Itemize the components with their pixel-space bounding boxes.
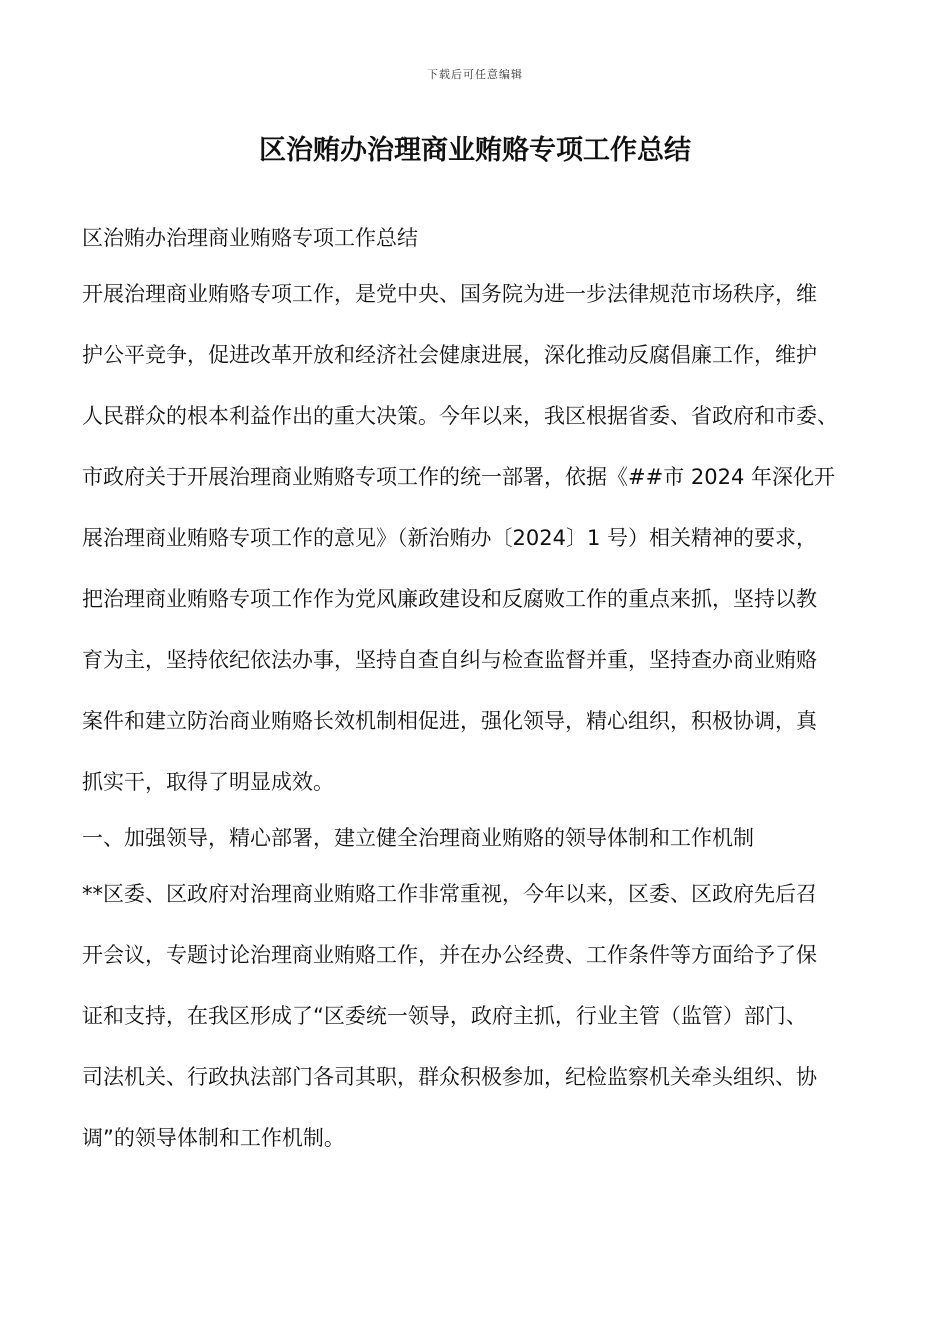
paragraph-line: 案件和建立防治商业贿赂长效机制相促进，强化领导，精心组织，积极协调，真: [82, 709, 817, 733]
paragraph-line: 展治理商业贿赂专项工作的意见》（新治贿办〔2024〕1 号）相关精神的要求，: [82, 526, 817, 550]
paragraph-line: 司法机关、行政执法部门各司其职，群众积极参加，纪检监察机关牵头组织、协: [82, 1065, 817, 1089]
paragraph-line: 开展治理商业贿赂专项工作，是党中央、国务院为进一步法律规范市场秩序，维: [82, 282, 817, 306]
section-heading: 一、加强领导，精心部署，建立健全治理商业贿赂的领导体制和工作机制: [82, 826, 754, 850]
paragraph-line: 调”的领导体制和工作机制。: [82, 1126, 345, 1150]
document-title: 区治贿办治理商业贿赂专项工作总结: [259, 135, 691, 166]
paragraph-line: 人民群众的根本利益作出的重大决策。今年以来，我区根据省委、省政府和市委、: [82, 404, 838, 428]
paragraph-line: 开会议，专题讨论治理商业贿赂工作，并在办公经费、工作条件等方面给予了保: [82, 943, 817, 967]
paragraph-2: [82, 876, 874, 1157]
paragraph-line: 抓实干，取得了明显成效。: [82, 770, 334, 794]
paragraph-line: 护公平竞争，促进改革开放和经济社会健康进展，深化推动反腐倡廉工作，维护: [82, 343, 817, 367]
paragraph-line: 市政府关于开展治理商业贿赂专项工作的统一部署，依据《##市 2024 年深化开: [82, 465, 835, 489]
header-note: 下载后可任意编辑: [427, 68, 523, 81]
paragraph-line: 育为主，坚持依纪依法办事，坚持自查自纠与检查监督并重，坚持查办商业贿赂: [82, 648, 817, 672]
paragraph-line: **区委、区政府对治理商业贿赂工作非常重视，今年以来，区委、区政府先后召: [82, 882, 817, 906]
paragraph-1: [82, 276, 874, 801]
paragraph-line: 把治理商业贿赂专项工作作为党风廉政建设和反腐败工作的重点来抓，坚持以教: [82, 587, 817, 611]
document-body: [82, 220, 874, 1157]
paragraph-line: 证和支持，在我区形成了“区委统一领导，政府主抓，行业主管（监管）部门、: [82, 1004, 807, 1028]
document-subtitle: 区治贿办治理商业贿赂专项工作总结: [82, 226, 418, 250]
